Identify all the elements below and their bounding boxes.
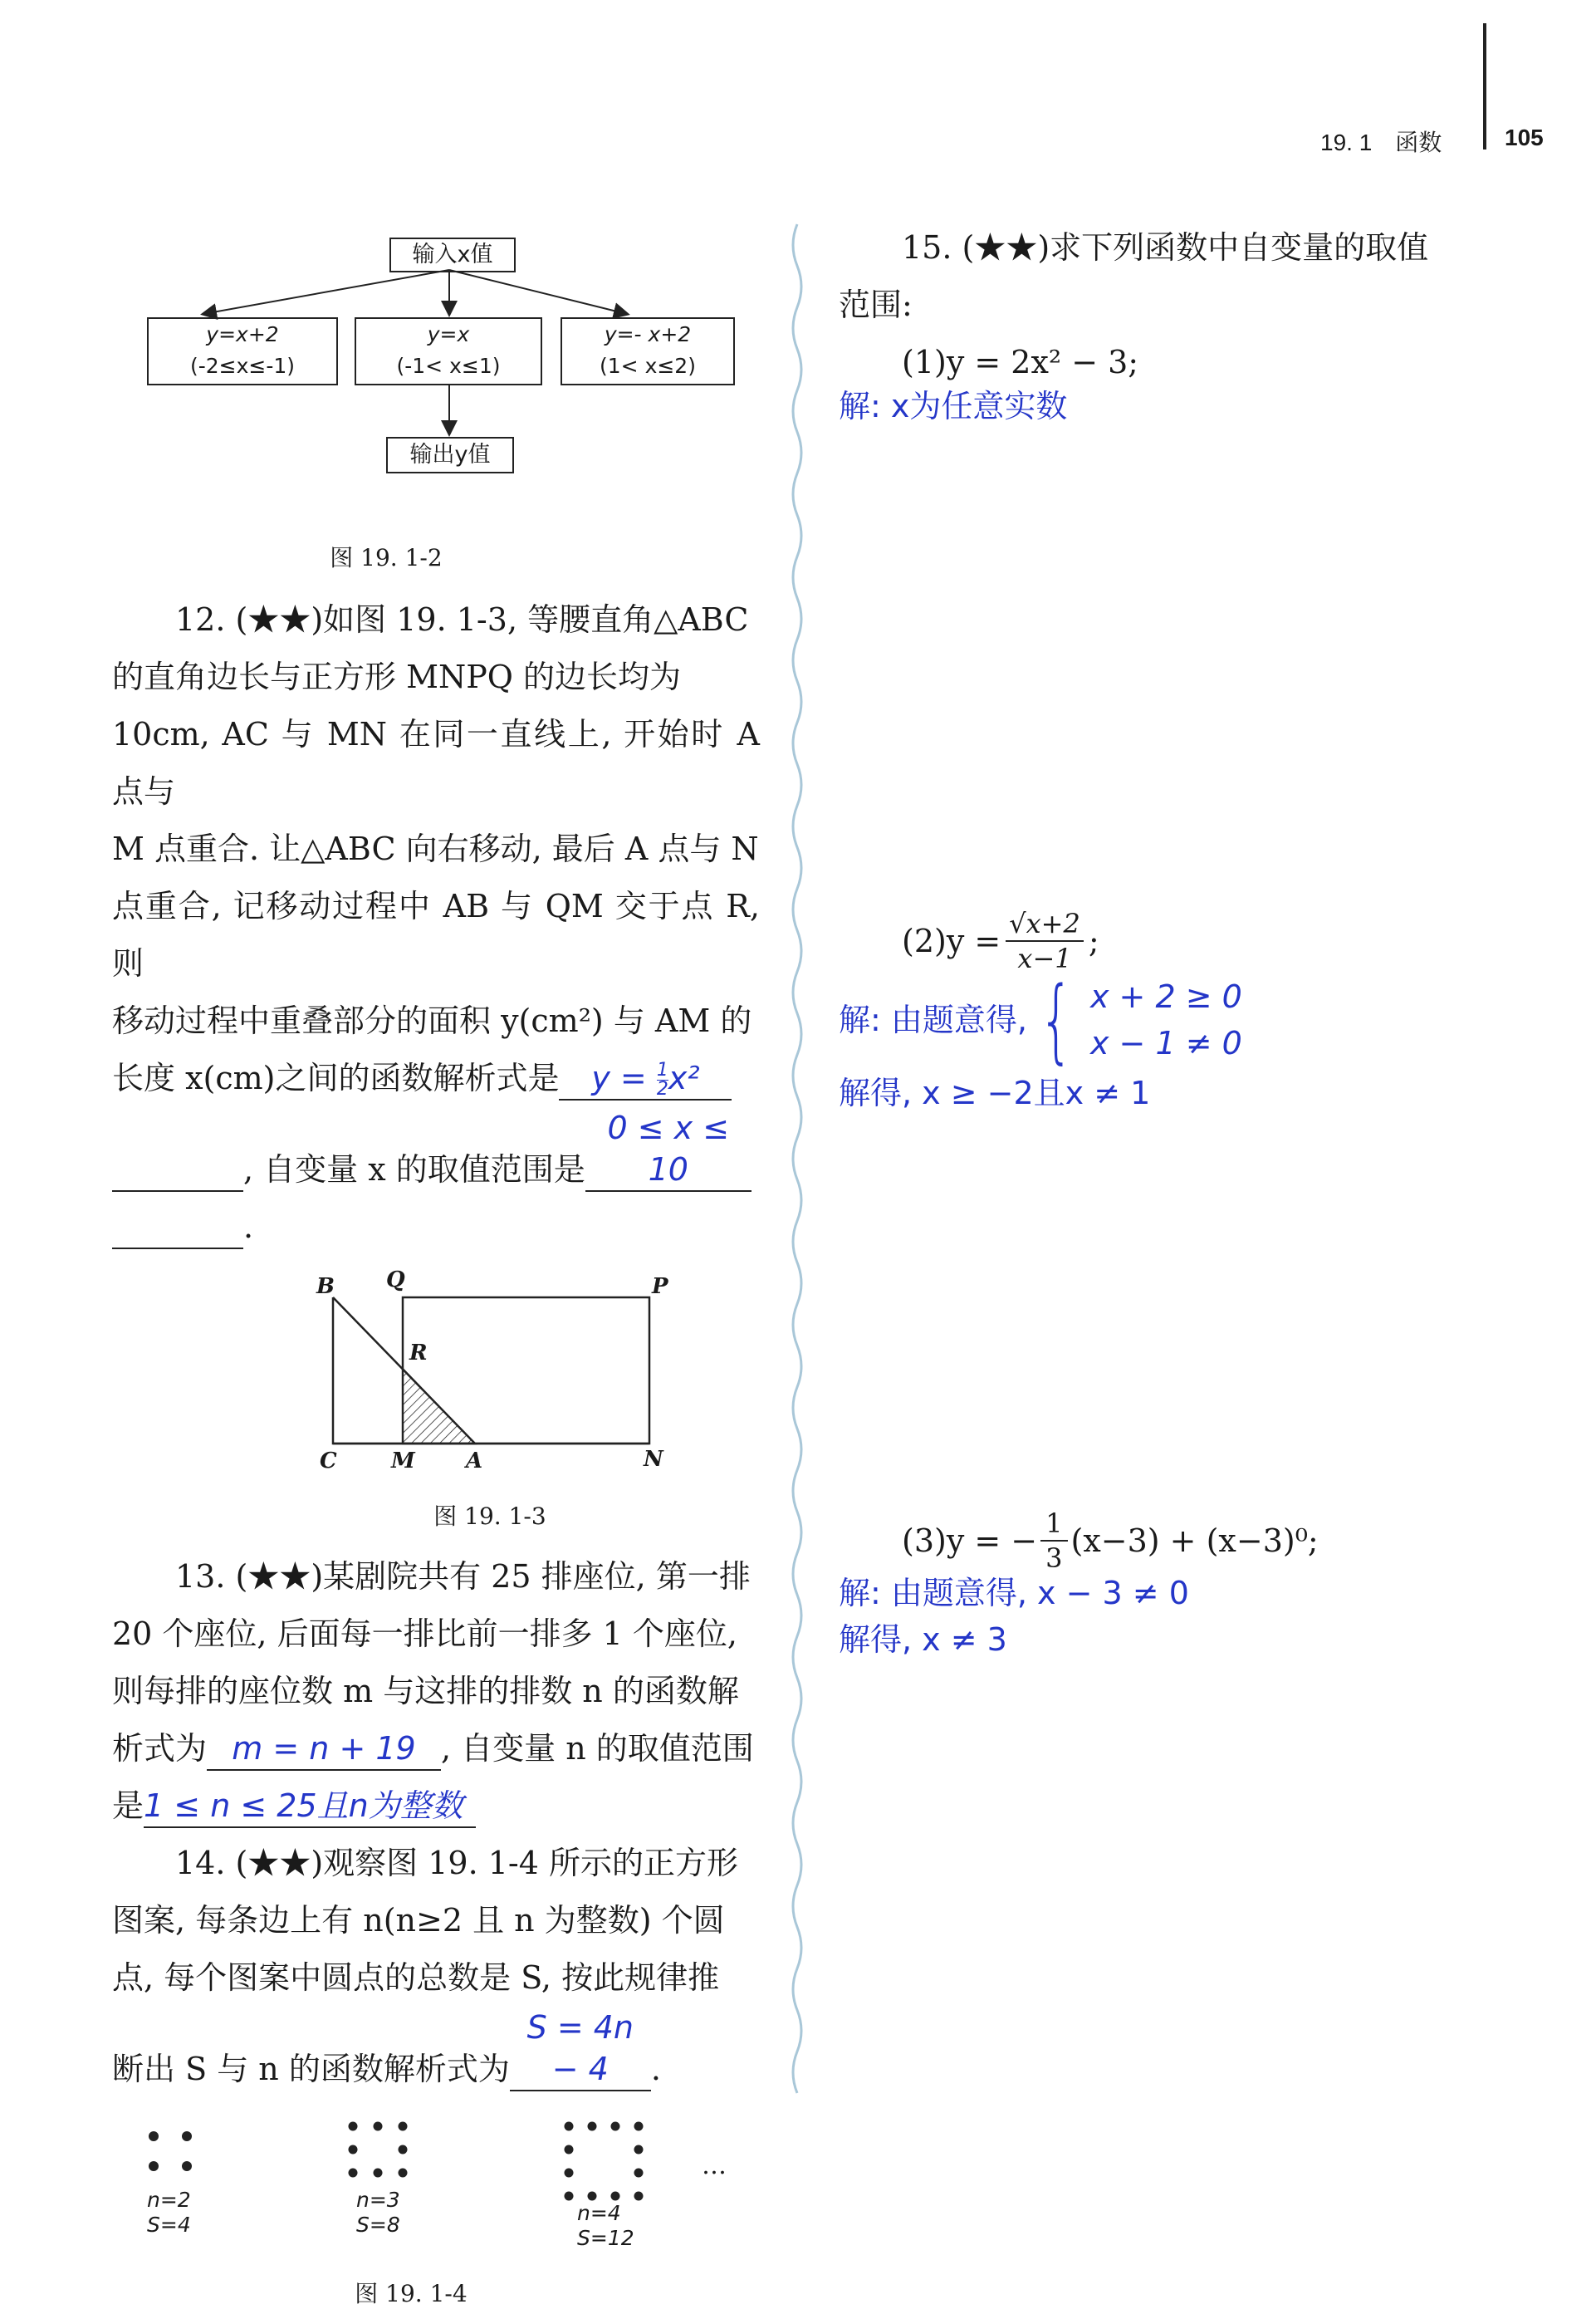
q13-line-5 (112, 1777, 760, 1835)
q14-answer: S = 4n − 4 (510, 2007, 651, 2091)
q14-line-1: 14. (★★)观察图 19. 1-4 所示的正方形 (175, 1845, 739, 1881)
q15-sub-1: (1)y = 2x² − 3; (902, 344, 1139, 380)
q12-ans1-fraction (657, 1061, 668, 1099)
brace-icon: { (1038, 967, 1074, 1073)
dot-pattern-n4 (565, 2122, 644, 2201)
q13-line-4-a: 析式为 (112, 1730, 208, 1767)
dot-label-n4 (577, 2201, 634, 2251)
q15-sub-3-pre: (3)y = − (902, 1522, 1038, 1559)
q12-ans1-frac-den: 2 (656, 1079, 668, 1100)
flow-box-1-range: (-2≤x≤-1) (189, 354, 296, 378)
q13-line-1: 13. (★★)某剧院共有 25 排座位, 第一排 (175, 1558, 751, 1595)
section-title: 19. 1 函数 (1320, 130, 1442, 155)
q12-blank-end (112, 1206, 243, 1249)
dots-ellipsis: … (702, 2151, 727, 2180)
flow-box-2-formula: y=x (427, 322, 470, 346)
q12-line-9 (112, 1199, 760, 1256)
q12-line-7-text: 长度 x(cm)之间的函数解析式是 (112, 1060, 560, 1096)
q15-sub-2-post: ; (1088, 922, 1099, 959)
q14-line-4-a: 断出 S 与 n 的函数解析式为 (112, 2051, 510, 2087)
q12-line-5: 点重合, 记移动过程中 AB 与 QM 交于点 R, 则 (112, 888, 760, 982)
header-rule (1483, 23, 1486, 150)
figure-flowchart (112, 216, 760, 532)
question-13 (112, 1548, 760, 1835)
binding-stripe (785, 224, 810, 2093)
left-column (112, 216, 760, 2309)
flow-box-3-range: (1< x≤2) (600, 354, 696, 378)
page-number: 105 (1505, 125, 1544, 150)
dot-label-n4-n: n=4 (577, 2201, 621, 2225)
page-header (0, 116, 1596, 166)
q13-line-2: 20 个座位, 后面每一排比前一排多 1 个座位, (112, 1615, 738, 1652)
flow-output-box: 输出y值 (386, 437, 514, 473)
figure-caption-2: 图 19. 1-2 (330, 544, 443, 571)
q13-line-3: 则每排的座位数 m 与这排的排数 n 的函数解 (112, 1673, 739, 1709)
dot-label-n3-s: S=8 (356, 2213, 400, 2237)
q15-sub-2 (902, 907, 1503, 975)
q15-answer-3: 解: 由题意得, x − 3 ≠ 0 (839, 1575, 1189, 1611)
q15-answer-2-pre: 解: 由题意得, (839, 1002, 1027, 1038)
dot-patterns-drawing (112, 2118, 760, 2218)
dot-label-n2 (147, 2188, 191, 2238)
figure-dot-patterns (112, 2118, 760, 2267)
dot-pattern-n3 (349, 2122, 408, 2178)
label-P: P (652, 1274, 668, 1299)
q15-sub-2-pre: (2)y = (902, 922, 1001, 959)
q12-line-2: 的直角边长与正方形 MNPQ 的边长均为 (112, 659, 682, 695)
q14-line-3: 点, 每个图案中圆点的总数是 S, 按此规律推 (112, 1959, 720, 1996)
q12-blank-continued (112, 1149, 243, 1192)
q15-answer-2 (839, 967, 1503, 1073)
right-column (839, 216, 1503, 1663)
q12-line-1: 12. (★★)如图 19. 1-3, 等腰直角△ABC (175, 601, 749, 638)
q15-sub-3 (902, 1507, 1503, 1575)
dot-label-n4-s: S=12 (577, 2226, 634, 2250)
q13-answer-2: 1 ≤ n ≤ 25且n为整数 (144, 1785, 476, 1828)
dot-label-n3 (356, 2188, 400, 2238)
q15-sub-2-denominator: x−1 (1017, 943, 1072, 974)
q15-sub-2-fraction (1006, 907, 1084, 975)
q12-line-3: 10cm, AC 与 MN 在同一直线上, 开始时 A 点与 (112, 716, 760, 810)
dot-label-n2-n: n=2 (147, 2188, 191, 2212)
figure-triangle-square (112, 1267, 760, 1473)
q12-line-7 (112, 1050, 760, 1107)
q15-sub-3-numerator: 1 (1040, 1507, 1067, 1542)
q15-answer-2-system (1027, 967, 1242, 1073)
dot-label-n2-s: S=4 (147, 2213, 191, 2237)
flow-box-3-formula: y=- x+2 (604, 322, 692, 346)
q15-answer-2-cond-1: x + 2 ≥ 0 (1089, 978, 1242, 1015)
q12-ans1-pre: y = (591, 1060, 657, 1096)
label-N: N (644, 1447, 663, 1472)
figure-caption-4: 图 19. 1-4 (355, 2280, 468, 2307)
q15-answer-2-result: 解得, x ≥ −2且x ≠ 1 (839, 1075, 1151, 1111)
question-12 (112, 591, 760, 1256)
q12-line-4: M 点重合. 让△ABC 向右移动, 最后 A 点与 N (112, 831, 759, 867)
q12-end-period: . (243, 1208, 254, 1245)
q12-ans1-frac-num: 1 (656, 1060, 668, 1081)
q15-line-2: 范围: (839, 287, 913, 323)
question-14 (112, 1835, 760, 2098)
q15-answer-3-result: 解得, x ≠ 3 (839, 1621, 1007, 1658)
label-A: A (466, 1449, 483, 1473)
q13-line-4-b: , 自变量 n 的取值范围 (441, 1730, 754, 1767)
label-C: C (320, 1449, 337, 1473)
flow-box-1 (147, 317, 338, 385)
label-B: B (316, 1274, 335, 1299)
figure-caption-3: 图 19. 1-3 (433, 1503, 546, 1530)
q14-line-4-b: . (650, 2051, 661, 2087)
flow-input-box: 输入x值 (389, 238, 516, 272)
q13-line-5-a: 是 (112, 1787, 144, 1824)
q12-line-6: 移动过程中重叠部分的面积 y(cm²) 与 AM 的 (112, 1003, 752, 1039)
q12-answer-1 (559, 1057, 732, 1101)
q15-sub-3-post: (x−3) + (x−3)⁰; (1070, 1522, 1319, 1559)
flow-box-2-range: (-1< x≤1) (396, 354, 501, 378)
flow-box-3 (561, 317, 735, 385)
dot-label-n3-n: n=3 (356, 2188, 400, 2212)
q12-ans1-post: x² (668, 1060, 700, 1096)
flow-box-2 (355, 317, 542, 385)
q15-answer-2-cond-2: x − 1 ≠ 0 (1089, 1025, 1242, 1061)
label-R: R (409, 1341, 428, 1365)
q13-answer-1: m = n + 19 (207, 1728, 441, 1771)
q15-sub-3-denominator: 3 (1045, 1542, 1063, 1574)
q15-sub-2-numerator: √x+2 (1006, 907, 1084, 942)
q15-answer-2-conditions (1090, 973, 1242, 1066)
q13-line-4 (112, 1720, 760, 1777)
q15-line-1: 15. (★★)求下列函数中自变量的取值 (902, 229, 1429, 266)
triangle-square-drawing (112, 1272, 760, 1463)
q15-answer-1: 解: x为任意实数 (839, 388, 1068, 424)
q12-mid-text: , 自变量 x 的取值范围是 (243, 1151, 585, 1188)
dot-pattern-n2 (149, 2131, 192, 2171)
q12-line-8 (112, 1107, 760, 1199)
q12-answer-2: 0 ≤ x ≤ 10 (585, 1107, 751, 1192)
q14-line-2: 图案, 每条边上有 n(n≥2 且 n 为整数) 个圆 (112, 1902, 725, 1939)
q14-line-4 (112, 2007, 760, 2098)
flow-box-1-formula: y=x+2 (206, 322, 279, 346)
label-Q: Q (386, 1267, 405, 1292)
label-M: M (391, 1449, 415, 1473)
q15-sub-3-fraction (1040, 1507, 1067, 1575)
